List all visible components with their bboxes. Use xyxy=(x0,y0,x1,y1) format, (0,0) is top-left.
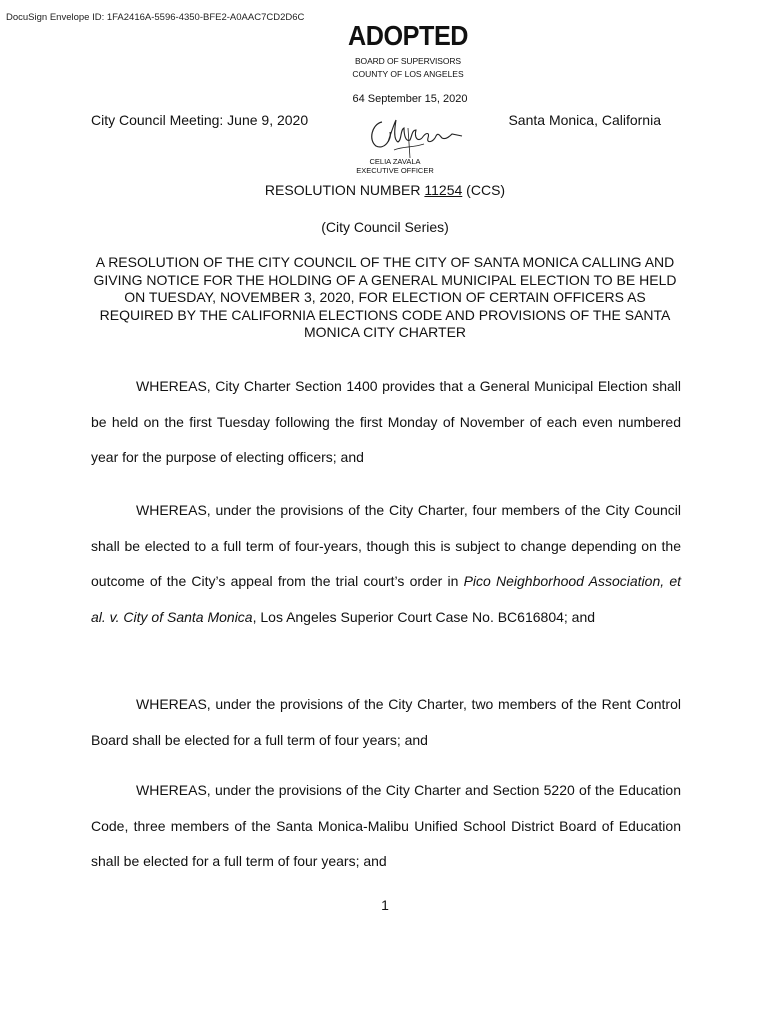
whereas-paragraph-3: WHEREAS, under the provisions of the City Charter, two members of the Rent Control Board shall be elected for a full term of four years; and xyxy=(91,696,681,748)
resolution-number-suffix: (CCS) xyxy=(462,182,506,198)
meeting-date: City Council Meeting: June 9, 2020 xyxy=(91,112,309,128)
docusign-envelope-id: DocuSign Envelope ID: 1FA2416A-5596-4350-BFE2-A0AAC7CD2D6C xyxy=(6,12,305,23)
adopted-stamp: ADOPTED xyxy=(348,20,469,51)
resolution-title: A RESOLUTION OF THE CITY COUNCIL OF THE CITY OF SANTA MONICA CALLING AND GIVING NOTICE FOR THE HOLDING OF A GENERAL MUNICIPAL ELECTION TO BE HELD ON TUESDAY, NOVEMBER 3, 2020, FOR ELECTION OF CERTAIN OFFICERS AS REQUIRED BY THE CALIFORNIA ELECTIONS CODE AND PROVISIONS OF THE SANTA MONICA CITY CHARTER xyxy=(93,254,677,340)
resolution-series: (City Council Series) xyxy=(321,219,449,235)
resolution-number-line xyxy=(0,182,770,198)
whereas-paragraph-1: WHEREAS, City Charter Section 1400 provides that a General Municipal Election shall be held on the first Tuesday following the first Monday of November of each even numbered year for the purpose of electing officers; and xyxy=(91,378,681,466)
page-number: 1 xyxy=(381,897,389,913)
signature-image xyxy=(364,110,464,158)
resolution-number-prefix: RESOLUTION NUMBER xyxy=(264,182,425,198)
officer-title: EXECUTIVE OFFICER xyxy=(356,166,434,175)
whereas-paragraph-4: WHEREAS, under the provisions of the City Charter and Section 5220 of the Education Code, three members of the Santa Monica-Malibu Unified School District Board of Education shall be elected for a full term of four years; and xyxy=(91,782,681,870)
paragraph-2-text-end: , Los Angeles Superior Court Case No. BC616804; and xyxy=(252,608,596,625)
meeting-location: Santa Monica, California xyxy=(508,112,661,128)
stamp-county-label: COUNTY OF LOS ANGELES xyxy=(352,69,464,79)
resolution-number: 11254 xyxy=(424,182,463,198)
officer-name: CELIA ZAVALA xyxy=(369,157,421,166)
stamp-board-label: BOARD OF SUPERVISORS xyxy=(354,56,461,66)
whereas-paragraph-2 xyxy=(91,493,681,635)
paragraph-2-text-start: WHEREAS, under the provisions of the City Charter, four members of the City Council shall be elected to a full term of four-years, though this is subject to change depending on the outcome of the City’s appeal from the trial court’s order in xyxy=(91,502,681,590)
stamp-item-date: 64 September 15, 2020 xyxy=(352,93,468,105)
case-name: Pico Neighborhood Association, et al. v. City of Santa Monica xyxy=(91,573,681,625)
